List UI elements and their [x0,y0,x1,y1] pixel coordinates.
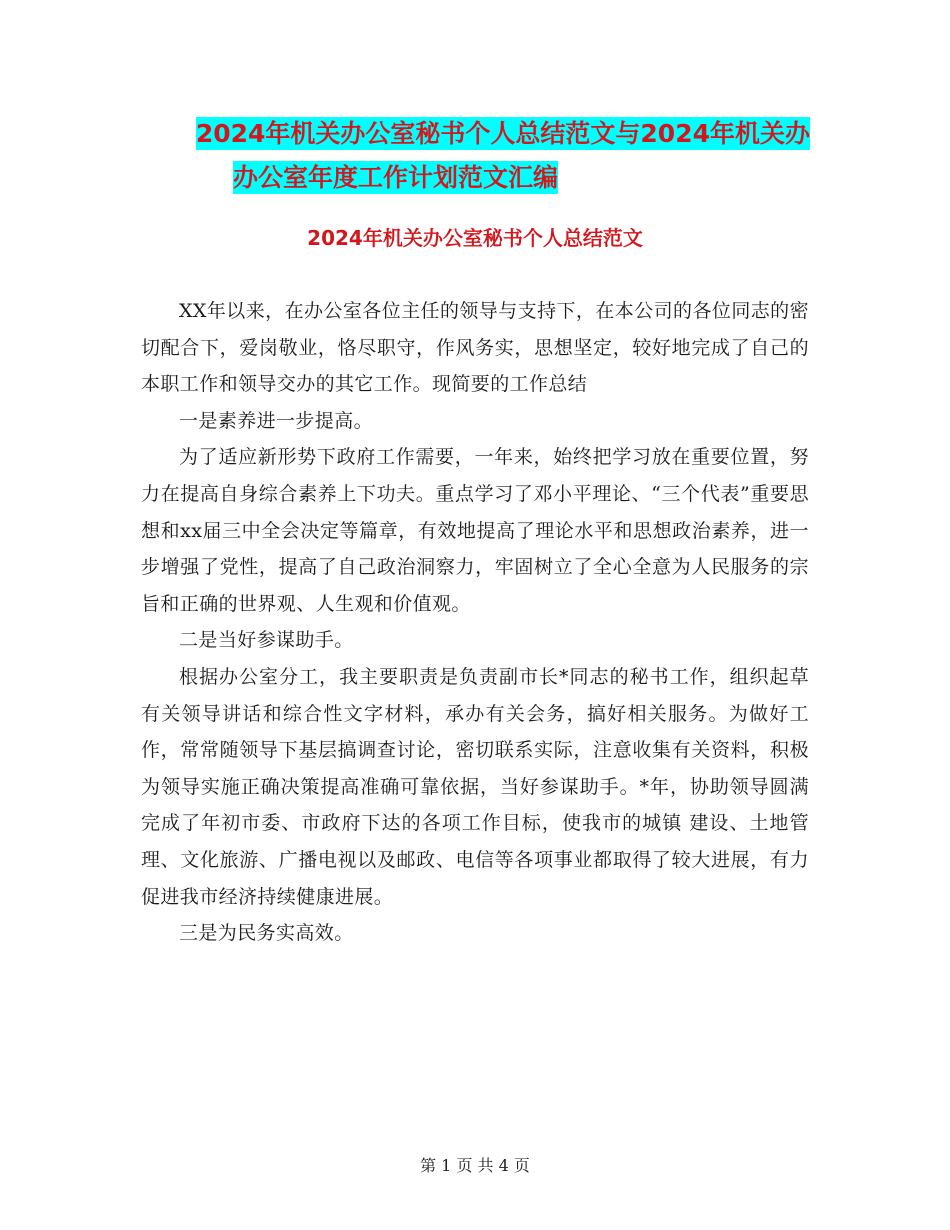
title-line-2-text: 办公室年度工作计划范文汇编 [233,163,559,192]
paragraph-heading-2: 二是当好参谋助手。 [179,629,354,652]
paragraph-heading-1: 一是素养进一步提高。 [179,409,374,432]
paragraph-intro: XX年以来，在办公室各位主任的领导与支持下，在本公司的各位同志的密切配合下，爱岗敬业，恪尽职守，作风务实，思想坚定，较好地完成了自己的本职工作和领导交办的其它工作。现简要的工作总结 [141,300,809,396]
document-body [141,293,809,952]
page-number-footer: 第 1 页 共 4 页 [420,1156,530,1175]
paragraph-body-1: 为了适应新形势下政府工作需要，一年来，始终把学习放在重要位置，努力在提高自身综合素养上下功夫。重点学习了邓小平理论、“三个代表”重要思想和xx届三中全会决定等篇章，有效地提高了理论水平和思想政治素养，进一步增强了党性，提高了自己政治洞察力，牢固树立了全心全意为人民服务的宗旨和正确的世界观、人生观和价值观。 [141,446,809,615]
paragraph-heading-3: 三是为民务实高效。 [179,922,354,945]
document-title [140,112,830,200]
paragraph-body-2: 根据办公室分工，我主要职责是负责副市长*同志的秘书工作，组织起草有关领导讲话和综合性文字材料，承办有关会务，搞好相关服务。为做好工作，常常随领导下基层搞调查讨论，密切联系实际，注意收集有关资料，积极为领导实施正确决策提高准确可靠依据，当好参谋助手。*年，协助领导圆满完成了年初市委、市政府下达的各项工作目标，使我市的城镇 建设、土地管理、文化旅游、广播电视以及邮政、电信等各项事业都取得了较大进展，有力促进我市经济持续健康进展。 [141,665,809,908]
section-title: 2024年机关办公室秘书个人总结范文 [307,226,643,250]
title-line-1-text: 2024年机关办公室秘书个人总结范文与2024年机关办 [195,119,810,148]
document-title-line-1 [140,112,830,156]
document-title-line-2 [140,156,830,200]
